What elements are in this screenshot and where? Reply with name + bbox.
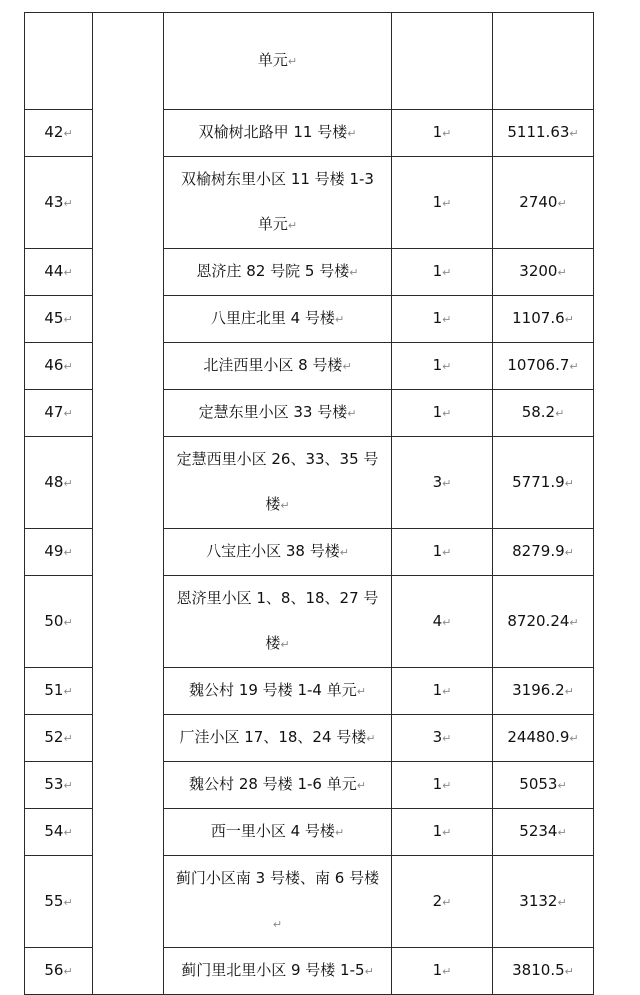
area-value-cell xyxy=(493,437,594,529)
row-number: 42↵ xyxy=(44,123,73,141)
area-value-cell xyxy=(493,948,594,995)
row-number: 46↵ xyxy=(44,356,73,374)
paragraph-mark-icon: ↵ xyxy=(287,55,298,68)
paragraph-mark-icon: ↵ xyxy=(63,779,73,792)
area-value-cell xyxy=(493,762,594,809)
paragraph-mark-icon: ↵ xyxy=(442,476,452,490)
paragraph-mark-icon: ↵ xyxy=(63,546,73,559)
area-value: 8279.9↵ xyxy=(512,542,574,560)
building-name-cell xyxy=(164,249,392,296)
paragraph-mark-icon: ↵ xyxy=(564,685,574,698)
building-name: 蓟门里北里小区 9 号楼 1-5↵ xyxy=(181,961,374,979)
area-value: 5234↵ xyxy=(519,822,567,840)
paragraph-mark-icon: ↵ xyxy=(569,732,579,745)
paragraph-mark-icon: ↵ xyxy=(442,685,452,698)
paragraph-mark-icon: ↵ xyxy=(442,127,452,140)
building-name: 双榆树北路甲 11 号楼↵ xyxy=(198,123,357,141)
paragraph-mark-icon: ↵ xyxy=(569,127,579,140)
paragraph-mark-icon: ↵ xyxy=(442,965,452,978)
paragraph-mark-icon: ↵ xyxy=(569,615,579,629)
table-row-continuation xyxy=(25,13,594,110)
area-cell xyxy=(493,13,594,110)
row-number: 51↵ xyxy=(44,681,73,699)
paragraph-mark-icon: ↵ xyxy=(334,313,345,326)
paragraph-mark-icon: ↵ xyxy=(63,685,73,698)
building-name: 定慧西里小区 26、33、35 号楼↵ xyxy=(176,450,379,513)
building-count: 1↵ xyxy=(432,542,452,560)
row-number: 49↵ xyxy=(44,542,73,560)
row-number-cell xyxy=(25,157,93,249)
area-value: 58.2↵ xyxy=(521,403,565,421)
building-count-cell xyxy=(392,715,493,762)
building-count-cell xyxy=(392,390,493,437)
building-count-cell xyxy=(392,668,493,715)
building-count-cell xyxy=(392,110,493,157)
building-count: 1↵ xyxy=(432,123,452,141)
paragraph-mark-icon: ↵ xyxy=(63,476,73,490)
row-number-cell xyxy=(25,437,93,529)
area-value-cell xyxy=(493,157,594,249)
building-count: 2↵ xyxy=(432,891,452,910)
building-name-cell xyxy=(164,856,392,948)
building-name: 恩济里小区 1、8、18、27 号楼↵ xyxy=(176,589,379,652)
area-value: 10706.7↵ xyxy=(507,356,579,374)
building-name-cell xyxy=(164,296,392,343)
row-number: 44↵ xyxy=(44,262,73,280)
paragraph-mark-icon: ↵ xyxy=(555,407,565,420)
building-name-cell xyxy=(164,110,392,157)
building-count: 4↵ xyxy=(432,611,452,630)
building-count: 1↵ xyxy=(432,403,452,421)
building-name: 西一里小区 4 号楼↵ xyxy=(210,822,345,840)
building-name-cell xyxy=(164,13,392,110)
building-name-cell xyxy=(164,157,392,249)
paragraph-mark-icon: ↵ xyxy=(557,895,567,909)
building-count: 1↵ xyxy=(432,961,452,979)
paragraph-mark-icon: ↵ xyxy=(366,732,376,745)
building-count-cell xyxy=(392,157,493,249)
row-number-cell xyxy=(25,809,93,856)
building-count: 1↵ xyxy=(432,356,452,374)
area-value: 3200↵ xyxy=(519,262,567,280)
row-number: 48↵ xyxy=(44,472,73,491)
paragraph-mark-icon: ↵ xyxy=(349,266,359,279)
paragraph-mark-icon: ↵ xyxy=(557,826,567,839)
row-number-cell xyxy=(25,296,93,343)
building-name-cell xyxy=(164,343,392,390)
paragraph-mark-icon: ↵ xyxy=(442,826,452,839)
building-count-cell xyxy=(392,343,493,390)
area-value: 3132↵ xyxy=(519,891,567,910)
row-number: 55↵ xyxy=(44,891,73,910)
building-name: 定慧东里小区 33 号楼↵ xyxy=(198,403,357,421)
area-value: 2740↵ xyxy=(519,192,567,211)
building-count-cell xyxy=(392,529,493,576)
paragraph-mark-icon: ↵ xyxy=(557,779,567,792)
paragraph-mark-icon: ↵ xyxy=(564,965,574,978)
row-number: 56↵ xyxy=(44,961,73,979)
row-number: 50↵ xyxy=(44,611,73,630)
building-name-cell xyxy=(164,809,392,856)
row-number: 43↵ xyxy=(44,192,73,211)
row-number: 52↵ xyxy=(44,728,73,746)
paragraph-mark-icon: ↵ xyxy=(63,407,73,420)
paragraph-mark-icon: ↵ xyxy=(347,407,357,420)
building-count: 1↵ xyxy=(432,822,452,840)
housing-table xyxy=(24,12,594,995)
building-count-cell xyxy=(392,249,493,296)
paragraph-mark-icon: ↵ xyxy=(63,127,73,140)
paragraph-mark-icon: ↵ xyxy=(342,360,352,373)
row-number: 45↵ xyxy=(44,309,73,327)
row-number-cell xyxy=(25,715,93,762)
row-number-cell xyxy=(25,529,93,576)
paragraph-mark-icon: ↵ xyxy=(442,313,452,326)
row-number-cell xyxy=(25,668,93,715)
area-value: 3810.5↵ xyxy=(512,961,574,979)
paragraph-mark-icon: ↵ xyxy=(63,360,73,373)
paragraph-mark-icon: ↵ xyxy=(564,313,574,326)
area-value: 5771.9↵ xyxy=(512,472,574,491)
paragraph-mark-icon: ↵ xyxy=(557,196,567,210)
area-value-cell xyxy=(493,390,594,437)
building-name: 魏公村 28 号楼 1-6 单元↵ xyxy=(189,775,366,793)
row-number: 53↵ xyxy=(44,775,73,793)
building-count: 3↵ xyxy=(432,472,452,491)
paragraph-mark-icon: ↵ xyxy=(347,127,357,140)
area-value-cell xyxy=(493,856,594,948)
building-name: 北洼西里小区 8 号楼↵ xyxy=(203,356,352,374)
building-count-cell xyxy=(392,948,493,995)
area-value-cell xyxy=(493,343,594,390)
count-cell xyxy=(392,13,493,110)
paragraph-mark-icon: ↵ xyxy=(280,638,290,651)
table-body xyxy=(25,13,594,995)
paragraph-mark-icon: ↵ xyxy=(63,895,73,909)
paragraph-mark-icon: ↵ xyxy=(63,313,73,326)
area-value-cell xyxy=(493,249,594,296)
paragraph-mark-icon: ↵ xyxy=(442,895,452,909)
building-count-cell xyxy=(392,437,493,529)
paragraph-mark-icon: ↵ xyxy=(442,407,452,420)
building-name: 八里庄北里 4 号楼↵ xyxy=(210,309,345,327)
area-value-cell xyxy=(493,529,594,576)
row-number: 47↵ xyxy=(44,403,73,421)
building-name-cell xyxy=(164,762,392,809)
paragraph-mark-icon: ↵ xyxy=(564,476,574,490)
area-value: 1107.6↵ xyxy=(512,309,574,327)
building-count: 3↵ xyxy=(432,728,452,746)
paragraph-mark-icon: ↵ xyxy=(63,196,73,210)
building-name-cell xyxy=(164,576,392,668)
row-number-cell xyxy=(25,390,93,437)
building-name: 双榆树东里小区 11 号楼 1-3 单元↵ xyxy=(181,170,374,233)
paragraph-mark-icon: ↵ xyxy=(63,826,73,839)
paragraph-mark-icon: ↵ xyxy=(63,965,73,978)
paragraph-mark-icon: ↵ xyxy=(557,266,567,279)
building-count-cell xyxy=(392,762,493,809)
building-name-cell xyxy=(164,715,392,762)
paragraph-mark-icon: ↵ xyxy=(442,779,452,792)
area-value-cell xyxy=(493,296,594,343)
building-name: 单元↵ xyxy=(257,51,298,69)
building-name-cell xyxy=(164,390,392,437)
paragraph-mark-icon: ↵ xyxy=(63,266,73,279)
paragraph-mark-icon: ↵ xyxy=(364,965,374,978)
building-name: 蓟门小区南 3 号楼、南 6 号楼↵ xyxy=(175,869,380,931)
building-count-cell xyxy=(392,809,493,856)
paragraph-mark-icon: ↵ xyxy=(442,360,452,373)
row-number-cell xyxy=(25,762,93,809)
paragraph-mark-icon: ↵ xyxy=(569,360,579,373)
row-number-cell xyxy=(25,249,93,296)
row-number-cell xyxy=(25,948,93,995)
row-number: 54↵ xyxy=(44,822,73,840)
row-number-cell xyxy=(25,576,93,668)
merged-blank-column xyxy=(93,13,164,995)
building-count: 1↵ xyxy=(432,309,452,327)
paragraph-mark-icon: ↵ xyxy=(356,779,366,792)
area-value: 5053↵ xyxy=(519,775,567,793)
area-value: 5111.63↵ xyxy=(507,123,579,141)
row-number-cell xyxy=(25,110,93,157)
building-name: 魏公村 19 号楼 1-4 单元↵ xyxy=(189,681,366,699)
paragraph-mark-icon: ↵ xyxy=(564,546,574,559)
building-count: 1↵ xyxy=(432,681,452,699)
area-value-cell xyxy=(493,668,594,715)
building-count: 1↵ xyxy=(432,775,452,793)
row-number-cell xyxy=(25,343,93,390)
paragraph-mark-icon: ↵ xyxy=(442,266,452,279)
row-number-cell xyxy=(25,13,93,110)
row-number-cell xyxy=(25,856,93,948)
paragraph-mark-icon: ↵ xyxy=(442,196,452,210)
paragraph-mark-icon: ↵ xyxy=(280,499,290,512)
building-count-cell xyxy=(392,576,493,668)
building-name: 恩济庄 82 号院 5 号楼↵ xyxy=(196,262,359,280)
paragraph-mark-icon: ↵ xyxy=(63,732,73,745)
paragraph-mark-icon: ↵ xyxy=(356,685,366,698)
paragraph-mark-icon: ↵ xyxy=(287,219,298,232)
building-count-cell xyxy=(392,296,493,343)
building-count: 1↵ xyxy=(432,192,452,211)
paragraph-mark-icon: ↵ xyxy=(442,615,452,629)
paragraph-mark-icon: ↵ xyxy=(442,546,452,559)
area-value: 8720.24↵ xyxy=(507,611,579,630)
building-count: 1↵ xyxy=(432,262,452,280)
area-value-cell xyxy=(493,715,594,762)
building-name-cell xyxy=(164,948,392,995)
building-name-cell xyxy=(164,437,392,529)
area-value-cell xyxy=(493,809,594,856)
area-value-cell xyxy=(493,110,594,157)
paragraph-mark-icon: ↵ xyxy=(339,546,349,559)
building-name-cell xyxy=(164,529,392,576)
area-value: 3196.2↵ xyxy=(512,681,574,699)
paragraph-mark-icon: ↵ xyxy=(442,732,452,745)
building-name-cell xyxy=(164,668,392,715)
paragraph-mark-icon: ↵ xyxy=(272,918,283,931)
paragraph-mark-icon: ↵ xyxy=(63,615,73,629)
building-name: 八宝庄小区 38 号楼↵ xyxy=(206,542,349,560)
paragraph-mark-icon: ↵ xyxy=(334,826,345,839)
area-value: 24480.9↵ xyxy=(507,728,579,746)
area-value-cell xyxy=(493,576,594,668)
building-name: 厂洼小区 17、18、24 号楼↵ xyxy=(179,728,376,746)
building-count-cell xyxy=(392,856,493,948)
